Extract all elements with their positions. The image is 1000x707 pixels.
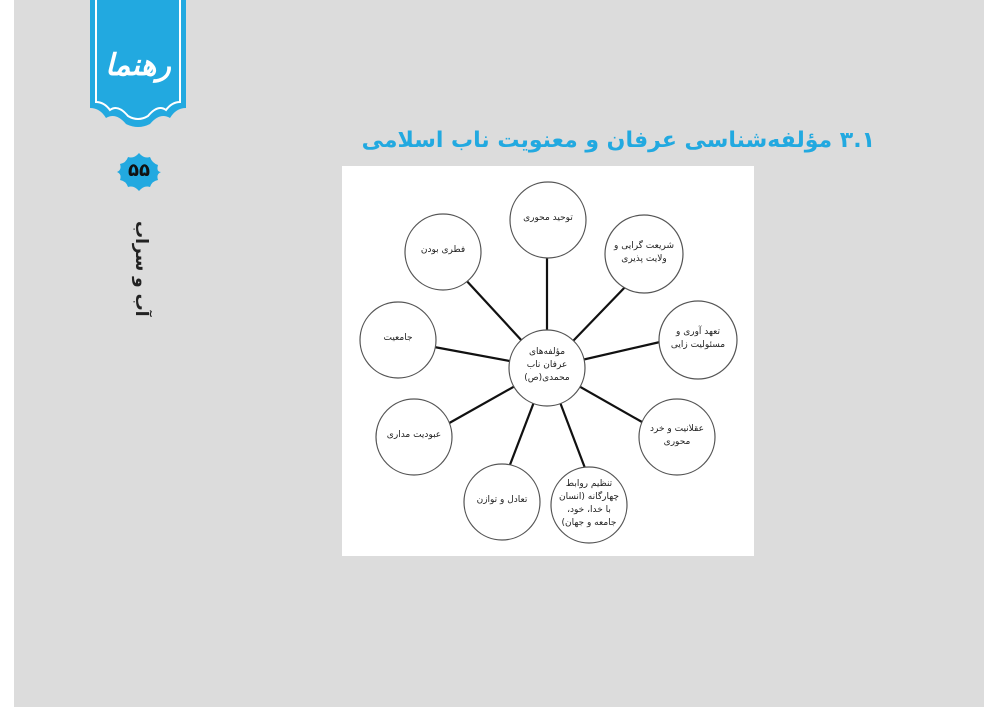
node-label: فطری بودن xyxy=(420,245,466,255)
logo-text: رهنما xyxy=(105,48,171,83)
node-label: تعادل و توازن xyxy=(476,495,528,505)
page-number-badge xyxy=(116,152,162,192)
node-label: توحید محوری xyxy=(523,213,573,223)
node-label: عبودیت مداری xyxy=(386,430,442,440)
center-label: مؤلفه‌های عرفان ناب محمدی(ص) xyxy=(524,347,570,383)
section-title: ۳.۱ مؤلفه‌شناسی عرفان و معنویت ناب اسلامی xyxy=(361,128,875,153)
node-label: تنظیم روابط چهارگانه (انسان با خدا، خود، جامعه و جهان) xyxy=(559,479,619,528)
node-label: جامعیت xyxy=(383,333,413,343)
node-label: عقلانیت و خرد محوری xyxy=(650,424,704,447)
components-diagram xyxy=(342,166,754,556)
logo-ribbon xyxy=(90,0,186,138)
page-number: ۵۵ xyxy=(128,160,150,181)
node-label: شریعت گرایی و ولایت پذیری xyxy=(613,241,675,264)
node-label: تعهد آوری و مسئولیت زایی xyxy=(670,327,726,350)
running-title xyxy=(127,221,151,267)
